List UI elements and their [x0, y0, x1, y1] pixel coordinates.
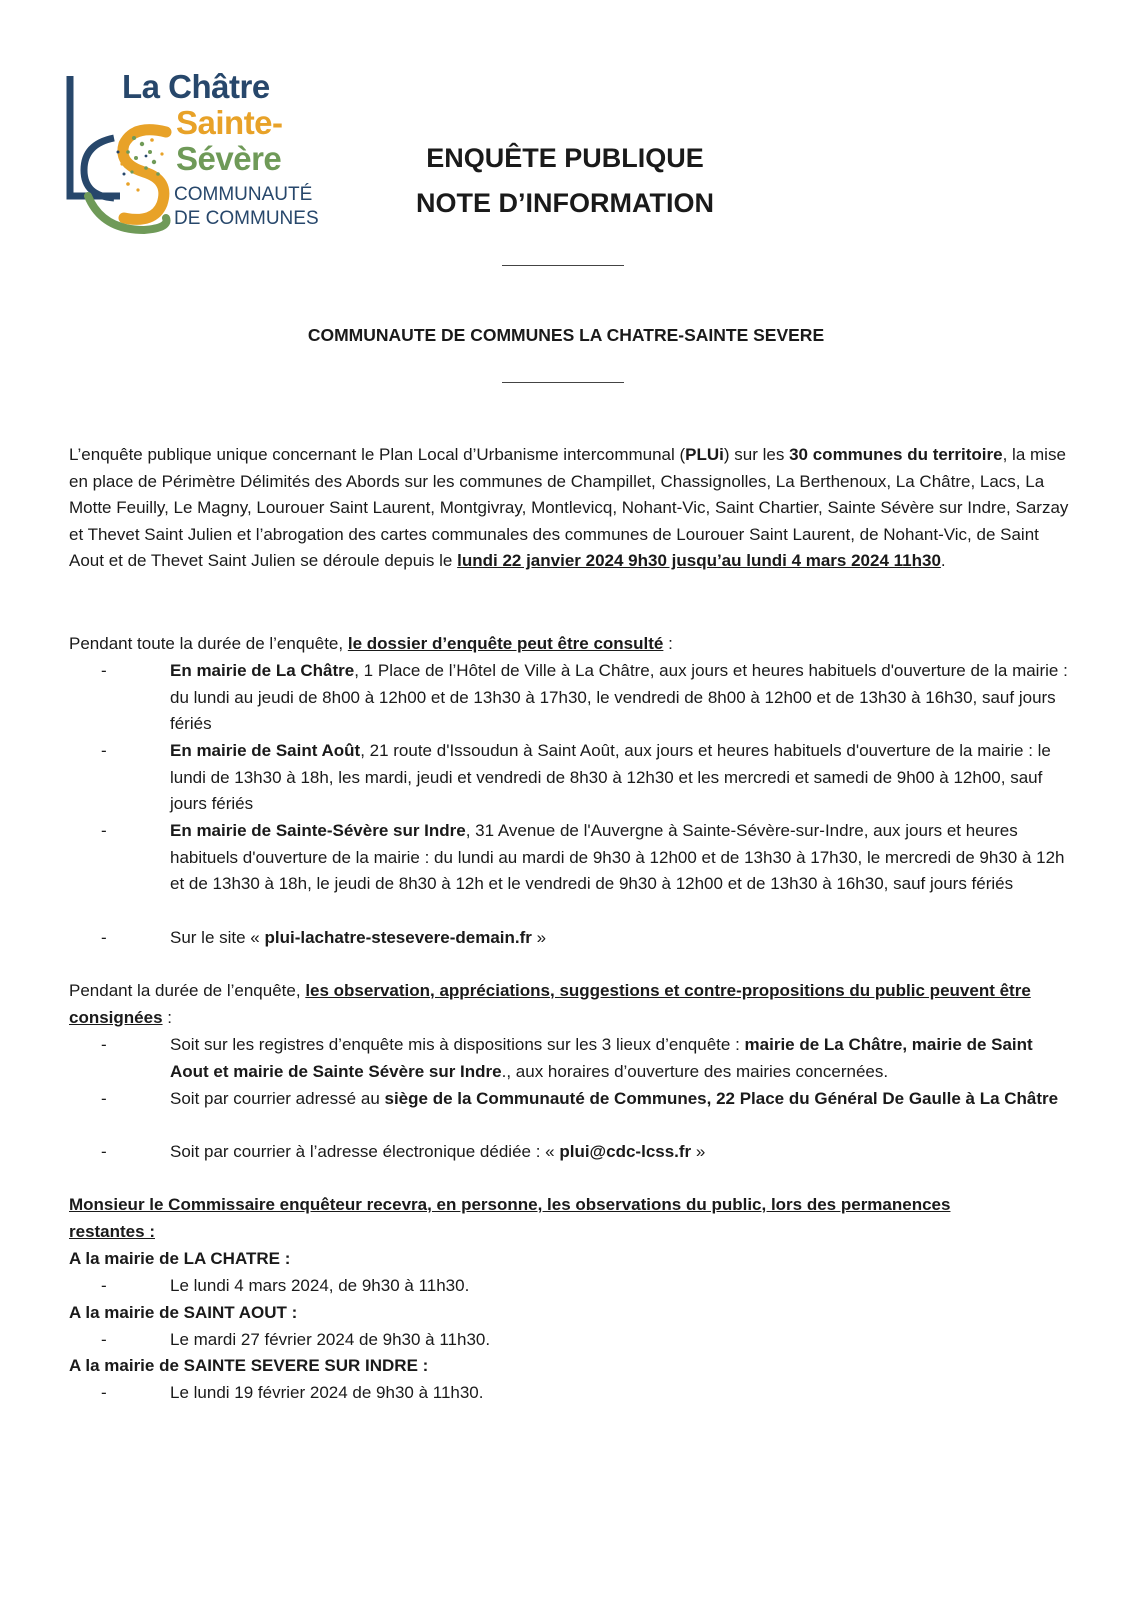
- list-item: En mairie de Saint Août, 21 route d'Issoudun à Saint Août, aux jours et heures habituels d'ouverture de la mairie : le lundi de 13h30 à 18h, les mardi, jeudi et vendredi de 8h30 à 12h30 et les mercredi et samedi de 9h00 à 12h00, sauf jours fériés: [170, 741, 1051, 813]
- logo: [62, 68, 319, 246]
- bullet: -: [101, 1142, 107, 1161]
- permanence-date: Le lundi 4 mars 2024, de 9h30 à 11h30.: [170, 1276, 470, 1295]
- enquiry-dates: lundi 22 janvier 2024 9h30 jusqu’au lundi 4 mars 2024 11h30: [457, 551, 941, 570]
- bullet: -: [101, 1089, 107, 1108]
- permanence-date: Le mardi 27 février 2024 de 9h30 à 11h30.: [170, 1330, 491, 1349]
- permanence-place: A la mairie de LA CHATRE :: [69, 1249, 291, 1268]
- divider: [502, 265, 624, 266]
- bullet: -: [101, 1276, 107, 1295]
- logo-line-5: DE COMMUNES: [174, 208, 319, 229]
- website-link: plui-lachatre-stesevere-demain.fr: [264, 928, 532, 947]
- divider: [502, 382, 624, 383]
- list-item: En mairie de La Châtre, 1 Place de l’Hôtel de Ville à La Châtre, aux jours et heures habituels d'ouverture de la mairie : du lundi au jeudi de 8h00 à 12h00 et de 13h30 à 17h30, le vendredi de 8h00 à 12h00 et de 13h30 à 16h30, sauf jours fériés: [170, 661, 1068, 733]
- logo-line-2: Sainte-: [176, 104, 283, 141]
- list-item: Soit par courrier adressé au siège de la Communauté de Communes, 22 Place du Général De Gaulle à La Châtre: [170, 1089, 1059, 1108]
- bullet: -: [101, 928, 107, 947]
- logo-line-4: COMMUNAUTÉ: [174, 184, 313, 205]
- observations-lead: Pendant la durée de l’enquête, les observation, appréciations, suggestions et contre-propositions du public peuvent être consignées :: [69, 981, 1031, 1027]
- list-item: Soit sur les registres d’enquête mis à dispositions sur les 3 lieux d’enquête : mairie de La Châtre, mairie de Saint Aout et mairie de Sainte Sévère sur Indre., aux horaires d’ouverture des mairies concernées.: [170, 1035, 1033, 1081]
- consultation-lead: Pendant toute la durée de l’enquête, le dossier d’enquête peut être consulté :: [69, 634, 673, 653]
- bullet: -: [101, 1383, 107, 1402]
- bullet: -: [101, 1330, 107, 1349]
- bullet: -: [101, 741, 107, 760]
- permanence-place: A la mairie de SAINTE SEVERE SUR INDRE :: [69, 1356, 429, 1375]
- bullet: -: [101, 661, 107, 680]
- organization-heading: COMMUNAUTE DE COMMUNES LA CHATRE-SAINTE SEVERE: [307, 325, 825, 345]
- page-title: ENQUÊTE PUBLIQUE: [426, 143, 704, 173]
- bullet: -: [101, 821, 107, 840]
- intro-paragraph: L’enquête publique unique concernant le Plan Local d’Urbanisme intercommunal (PLUi) sur les 30 communes du territoire, la mise en place de Périmètre Délimités des Abords sur les communes de Champillet, Chassignolles, La Berthenoux, La Châtre, Lacs, La Motte Feuilly, Le Magny, Lourouer Saint Laurent, Montgivray, Montlevicq, Nohant-Vic, Saint Chartier, Sainte Sévère sur Indre, Sarzay et Thevet Saint Julien et l’abrogation des cartes communales des communes de Lourouer Saint Laurent, de Nohant-Vic, de Saint Aout et de Thevet Saint Julien se déroule depuis le lundi 22 janvier 2024 9h30 jusqu’au lundi 4 mars 2024 11h30.: [69, 445, 1069, 570]
- list-item: En mairie de Sainte-Sévère sur Indre, 31 Avenue de l'Auvergne à Sainte-Sévère-sur-Indre, aux jours et heures habituels d'ouverture de la mairie : du lundi au mardi de 9h30 à 12h00 et de 13h30 à 17h30, le mercredi de 9h30 à 12h et de 13h30 à 18h, le jeudi de 8h30 à 12h et le vendredi de 9h30 à 12h00 et de 13h30 à 16h30, sauf jours fériés: [170, 821, 1065, 893]
- bullet: -: [101, 1035, 107, 1054]
- logo-line-3: Sévère: [176, 140, 282, 177]
- permanences-heading: Monsieur le Commissaire enquêteur recevra, en personne, les observations du public, lors des permanences restantes :: [69, 1195, 951, 1241]
- email-address: plui@cdc-lcss.fr: [559, 1142, 692, 1161]
- list-item: Soit par courrier à l’adresse électronique dédiée : « plui@cdc-lcss.fr »: [170, 1142, 706, 1161]
- permanence-date: Le lundi 19 février 2024 de 9h30 à 11h30.: [170, 1383, 484, 1402]
- permanence-place: A la mairie de SAINT AOUT :: [69, 1303, 298, 1322]
- page-subtitle: NOTE D’INFORMATION: [416, 188, 714, 218]
- logo-line-1: La Châtre: [122, 68, 270, 105]
- list-item: Sur le site « plui-lachatre-stesevere-demain.fr »: [170, 928, 547, 947]
